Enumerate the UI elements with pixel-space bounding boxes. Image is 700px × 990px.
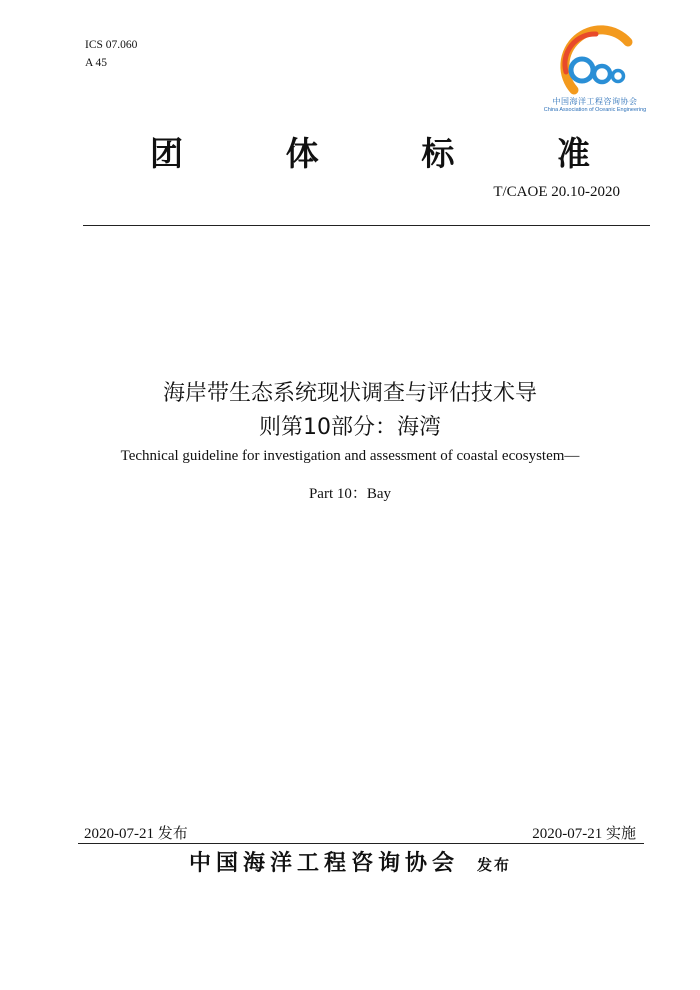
standard-type-char: 标 — [421, 134, 455, 173]
issue-date: 2020-07-21 发布 — [84, 826, 188, 842]
logo-org-en: China Association of Oceanic Engineering — [543, 107, 647, 113]
standard-type-heading — [150, 128, 590, 175]
classification-codes — [85, 36, 137, 72]
ics-code: ICS 07.060 — [85, 39, 138, 51]
publisher-name: 中国海洋工程咨询协会 — [188, 851, 459, 876]
standard-number: T/CAOE 20.10-2020 — [493, 184, 620, 200]
title-cn-line1: 海岸带生态系统现状调查与评估技术导 — [162, 381, 537, 406]
logo-org-cn: 中国海洋工程咨询协会 — [552, 97, 638, 106]
publisher-line — [0, 846, 700, 877]
standard-type-char: 准 — [556, 134, 590, 173]
header-divider — [83, 225, 650, 226]
implement-date: 2020-07-21 实施 — [532, 826, 636, 842]
standard-type-char: 团 — [150, 134, 183, 173]
logo-blue-ring-1 — [571, 59, 593, 81]
ccs-code: A 45 — [85, 57, 108, 69]
title-cn-line2: 则第10部分：海湾 — [259, 415, 441, 440]
logo-blue-ring-3 — [613, 71, 624, 82]
logo-blue-ring-2 — [594, 66, 610, 82]
title-en-line2: Part 10：Bay — [308, 486, 392, 502]
footer-divider — [78, 843, 644, 844]
publish-word: 发布 — [477, 856, 512, 874]
standard-type-char: 体 — [285, 134, 319, 173]
title-en-line1: Technical guideline for investigation and assessment of coastal ecosystem— — [120, 448, 580, 464]
